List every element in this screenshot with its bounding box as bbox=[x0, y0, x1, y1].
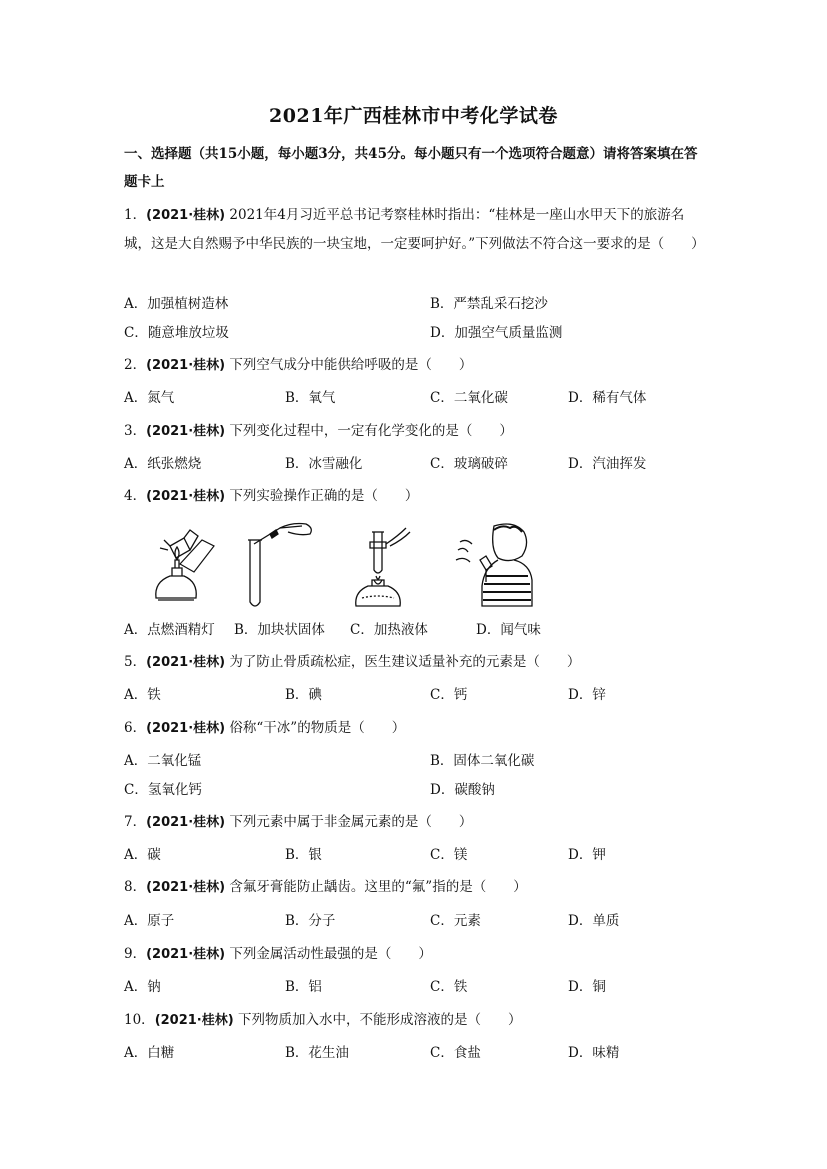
question-text: 下列元素中属于非金属元素的是（ ） bbox=[229, 814, 473, 830]
question-text: 俗称“干冰”的物质是（ ） bbox=[229, 720, 406, 736]
option-b[interactable]: B．固体二氧化碳 bbox=[430, 753, 535, 769]
option-d[interactable]: D．碳酸钠 bbox=[430, 782, 495, 798]
option-b[interactable]: B．花生油 bbox=[285, 1045, 349, 1061]
question-source: (2021·桂林) bbox=[146, 721, 226, 736]
option-c[interactable]: C．食盐 bbox=[430, 1045, 481, 1061]
option-d[interactable]: D．加强空气质量监测 bbox=[430, 325, 563, 341]
question-source: (2021·桂林) bbox=[146, 358, 226, 373]
question-source: (2021·桂林) bbox=[146, 880, 226, 895]
option-a[interactable]: A．钠 bbox=[124, 979, 161, 995]
option-d[interactable]: D．铜 bbox=[568, 979, 606, 995]
option-a[interactable]: A．铁 bbox=[124, 687, 161, 703]
option-c[interactable]: C．加热液体 bbox=[350, 622, 428, 638]
option-c[interactable]: C．随意堆放垃圾 bbox=[124, 325, 229, 341]
option-c[interactable]: C．镁 bbox=[430, 847, 468, 863]
option-c[interactable]: C．二氧化碳 bbox=[430, 390, 508, 406]
question-2 bbox=[124, 351, 709, 380]
question-number: 7． bbox=[124, 814, 147, 830]
question-source: (2021·桂林) bbox=[146, 489, 226, 504]
question-source: (2021·桂林) bbox=[146, 655, 226, 670]
option-d[interactable]: D．味精 bbox=[568, 1045, 620, 1061]
option-c[interactable]: C．铁 bbox=[430, 979, 468, 995]
option-d[interactable]: D．汽油挥发 bbox=[568, 456, 647, 472]
question-source: (2021·桂林) bbox=[146, 947, 226, 962]
option-d[interactable]: D．锌 bbox=[568, 687, 606, 703]
option-d[interactable]: D．闻气味 bbox=[476, 622, 541, 638]
question-1 bbox=[124, 201, 709, 258]
question-number: 4． bbox=[124, 488, 147, 504]
question-text: 含氟牙膏能防止龋齿。这里的“氟”指的是（ ） bbox=[229, 879, 527, 895]
alcohol-lamp-lighting-figure bbox=[150, 520, 222, 612]
heating-liquid-figure bbox=[350, 518, 420, 612]
option-a[interactable]: A．碳 bbox=[124, 847, 161, 863]
question-number: 5． bbox=[124, 654, 147, 670]
option-c[interactable]: C．钙 bbox=[430, 687, 468, 703]
option-d[interactable]: D．钾 bbox=[568, 847, 606, 863]
question-text: 下列金属活动性最强的是（ ） bbox=[229, 946, 432, 962]
smelling-gas-figure bbox=[450, 520, 546, 612]
question-text: 下列实验操作正确的是（ ） bbox=[229, 488, 419, 504]
question-3 bbox=[124, 417, 709, 446]
question-6 bbox=[124, 714, 709, 743]
option-c[interactable]: C．元素 bbox=[430, 913, 481, 929]
test-tube-solid-figure bbox=[240, 518, 320, 612]
option-a[interactable]: A．白糖 bbox=[124, 1045, 175, 1061]
question-number: 10． bbox=[124, 1012, 155, 1028]
option-a[interactable]: A．加强植树造林 bbox=[124, 296, 229, 312]
question-number: 8． bbox=[124, 879, 147, 895]
question-8 bbox=[124, 873, 709, 902]
option-b[interactable]: B．分子 bbox=[285, 913, 336, 929]
question-source: (2021·桂林) bbox=[146, 208, 226, 223]
option-b[interactable]: B．加块状固体 bbox=[234, 622, 325, 638]
option-c[interactable]: C．氢氧化钙 bbox=[124, 782, 202, 798]
question-text: 为了防止骨质疏松症，医生建议适量补充的元素是（ ） bbox=[229, 654, 581, 670]
option-a[interactable]: A．二氧化锰 bbox=[124, 753, 202, 769]
question-4 bbox=[124, 482, 709, 511]
option-b[interactable]: B．铝 bbox=[285, 979, 322, 995]
option-b[interactable]: B．银 bbox=[285, 847, 322, 863]
question-9 bbox=[124, 940, 709, 969]
question-number: 6． bbox=[124, 720, 147, 736]
option-c[interactable]: C．玻璃破碎 bbox=[430, 456, 508, 472]
question-number: 9． bbox=[124, 946, 147, 962]
question-number: 3． bbox=[124, 423, 147, 439]
question-10 bbox=[124, 1006, 709, 1035]
question-text: 下列变化过程中，一定有化学变化的是（ ） bbox=[229, 423, 513, 439]
page-title: 2021年广西桂林市中考化学试卷 bbox=[269, 105, 558, 127]
option-b[interactable]: B．严禁乱采石挖沙 bbox=[430, 296, 548, 312]
question-5 bbox=[124, 648, 709, 677]
question-text: 下列空气成分中能供给呼吸的是（ ） bbox=[229, 357, 473, 373]
option-b[interactable]: B．碘 bbox=[285, 687, 322, 703]
option-b[interactable]: B．冰雪融化 bbox=[285, 456, 363, 472]
question-7 bbox=[124, 808, 709, 837]
section-heading: 一、选择题（共15小题，每小题3分，共45分。每小题只有一个选项符合题意）请将答案填在答题卡上 bbox=[124, 146, 698, 190]
option-a[interactable]: A．氮气 bbox=[124, 390, 175, 406]
experiment-figures bbox=[150, 518, 550, 614]
option-d[interactable]: D．稀有气体 bbox=[568, 390, 647, 406]
question-number: 2． bbox=[124, 357, 147, 373]
option-d[interactable]: D．单质 bbox=[568, 913, 620, 929]
question-text: 下列物质加入水中，不能形成溶液的是（ ） bbox=[238, 1012, 522, 1028]
question-source: (2021·桂林) bbox=[146, 815, 226, 830]
question-text: 2021年4月习近平总书记考察桂林时指出：“桂林是一座山水甲天下的旅游名城，这是大自然赐予中华民族的一块宝地，一定要呵护好。”下列做法不符合这一要求的是（ ） bbox=[124, 207, 705, 252]
option-a[interactable]: A．纸张燃烧 bbox=[124, 456, 202, 472]
question-source: (2021·桂林) bbox=[154, 1013, 234, 1028]
question-number: 1． bbox=[124, 207, 147, 223]
option-b[interactable]: B．氧气 bbox=[285, 390, 336, 406]
option-a[interactable]: A．点燃酒精灯 bbox=[124, 622, 215, 638]
question-source: (2021·桂林) bbox=[146, 424, 226, 439]
option-a[interactable]: A．原子 bbox=[124, 913, 175, 929]
